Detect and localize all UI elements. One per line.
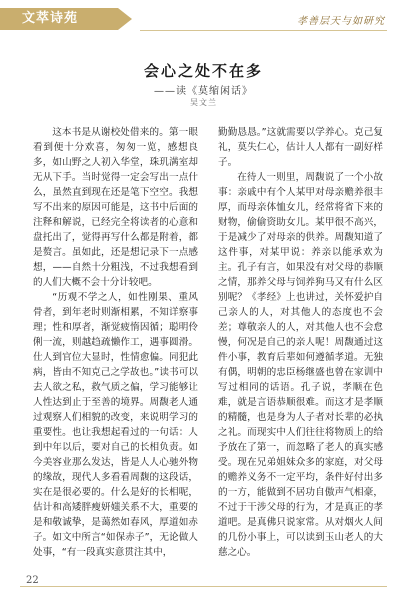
article-subtitle: ——读《莫缩闲话》 bbox=[154, 86, 253, 97]
section-name: 文萃诗苑 bbox=[22, 11, 79, 26]
page-number: 22 bbox=[26, 575, 39, 586]
article-author: 吴文兰 bbox=[190, 98, 217, 107]
paragraph: “历观不学之人，如性刚果、重风骨者，到年老时则渐相累，不知详察事理；性和厚者，渐觉疲惰因循；聪明伶俐一流，则越趋疏懒作工，遇事圆滑。仕人到官位大显时，性情愈偏。同犯此病，皆由不知克己之学故也。”读书可以去人欲之私，救气质之偏，学习能够让人性达到止于至善的境界。周馥老人通过观察人们相貌的改变，来说明学习的重要性。也让我想起看过的一句话：人到中年以后，要对自己的长相负责。如今美容业那么发达，皆是人人心驰外物的缘故，现代人多看看周馥的这段话，实在是很必要的。什么是好的长相呢，估计和高矮胖瘦妍媸关系不大，重要的是和敬诚挚，是蔼然如春风，厚道如赤子。如文中所言“如保赤子”，无论做人处事，“有一段真实意贯注其中， bbox=[33, 292, 198, 558]
right-column bbox=[218, 125, 383, 560]
article-title: 会心之处不在多 bbox=[143, 62, 263, 80]
page-header bbox=[0, 0, 407, 40]
journal-name: 孝善层天与如研究 bbox=[297, 16, 385, 27]
header-rule bbox=[140, 30, 387, 31]
footer-rule bbox=[20, 586, 387, 587]
paragraph: 在待人一则里，周馥说了一个小故事：亲戚中有个人某甲对母亲赡养很丰厚，而母亲体恤女儿，经常将省下来的财物，偷偷资助女儿。某甲很不高兴，于是减少了对母亲的供养。周馥知道了这件事，对某甲说：养亲以能承欢为主。孔子有言，如果没有对父母的恭顺之情，那养父母与饲养狗马又有什么区别呢？《孝经》上也讲过，关怀爱护自己亲人的人，对其他人的态度也不会差；尊敬亲人的人，对其他人也不会怠慢，何况是自己的亲人呢！周馥通过这件小事，教育后辈如何遵循孝道。无独有偶，明朝的忠臣杨继盛也曾在家训中写过相同的话语。孔子说，孝顺在色难，就是言语恭顺很难。而这才是孝顺的精髓，也是身为人子者对长辈的必执之礼。而现实中人们往往将物质上的给予放在了第一，而忽略了老人的真实感受。现在兄弟姐妹众多的家庭，对父母的赡养义务不一定平均，条件好付出多的一方，能做到不居功自傲声气相豪，不过于干涉父母的行为，才是真正的孝道吧。是真佛只说家常。从对烟火人间的几份小事上，可以读到玉山老人的大慈之心。 bbox=[218, 172, 383, 558]
left-column bbox=[33, 125, 198, 560]
paragraph: 这本书是从谢校处借来的。第一眼看到便十分欢喜，匆匆一览，感想良多，如山野之人初入华堂，珠玑满室却无从下手。当时觉得一定会写出一点什么，虽然直到现在还是笔下空空。我想写不出来的原因可能是，这书中后面的注释和解说，已经完全将读者的心意和盘托出了，觉得再写什么都是附着，都是赘言。虽如此，还是想记录下一点感想，——自然十分粗浅，不过我想看到的人们大概不会十分计较吧。 bbox=[33, 127, 198, 288]
paragraph: 勤勤恳恳。”这就需要以学养心。克己复礼，莫失仁心，估计人人都有一副好样子。 bbox=[218, 127, 383, 168]
